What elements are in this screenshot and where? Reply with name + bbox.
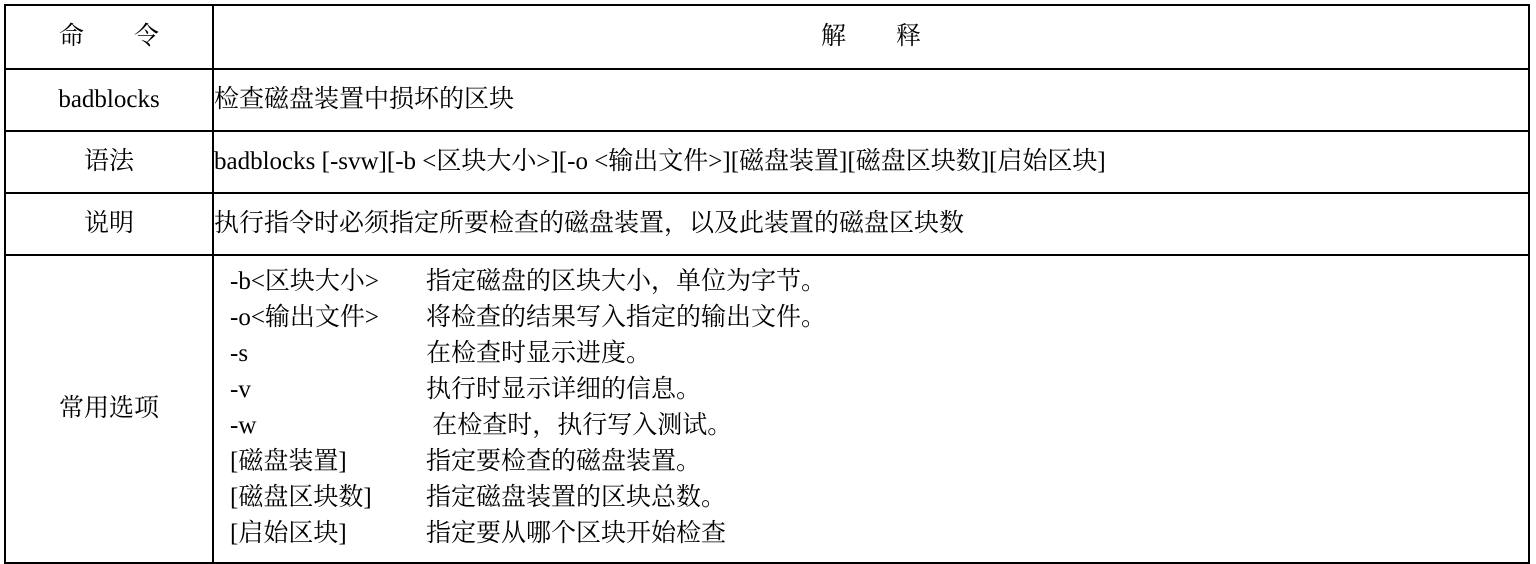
row-value-explanation: 执行指令时必须指定所要检查的磁盘装置，以及此装置的磁盘区块数 (213, 193, 1529, 255)
list-item (230, 264, 1528, 300)
table-row (5, 131, 1529, 193)
option-desc: 指定要从哪个区块开始检查 (426, 520, 727, 547)
row-value-options (213, 255, 1529, 563)
row-label-explanation: 说明 (5, 193, 213, 255)
option-key: -s (230, 340, 249, 367)
list-item (230, 480, 1528, 516)
option-desc: 在检查时，执行写入测试。 (426, 412, 733, 439)
list-item (230, 336, 1528, 372)
header-cell-command: 命 令 (5, 5, 213, 69)
option-key: -v (230, 376, 251, 403)
command-reference-table (4, 4, 1530, 564)
list-item (230, 300, 1528, 336)
table-row (5, 193, 1529, 255)
option-desc: 在检查时显示进度。 (426, 340, 652, 367)
option-key: -w (230, 412, 257, 439)
option-desc: 指定磁盘装置的区块总数。 (426, 484, 727, 511)
option-key: -b<区块大小> (230, 268, 380, 295)
row-label-options: 常用选项 (5, 255, 213, 563)
options-list (214, 256, 1528, 562)
list-item (230, 408, 1528, 444)
list-item (230, 444, 1528, 480)
row-label-command-name: badblocks (5, 69, 213, 131)
table-row-options (5, 255, 1529, 563)
table-header-row (5, 5, 1529, 69)
option-desc: 指定要检查的磁盘装置。 (426, 448, 702, 475)
option-key: -o<输出文件> (230, 304, 380, 331)
row-value-command-name: 检查磁盘装置中损坏的区块 (213, 69, 1529, 131)
option-key: [启始区块] (230, 520, 347, 547)
row-label-syntax: 语法 (5, 131, 213, 193)
row-value-syntax: badblocks [-svw][-b <区块大小>][-o <输出文件>][磁盘装置][磁盘区块数][启始区块] (213, 131, 1529, 193)
option-desc: 执行时显示详细的信息。 (426, 376, 702, 403)
table-row (5, 69, 1529, 131)
option-desc: 指定磁盘的区块大小，单位为字节。 (426, 268, 827, 295)
option-desc: 将检查的结果写入指定的输出文件。 (426, 304, 827, 331)
option-key: [磁盘区块数] (230, 484, 372, 511)
list-item (230, 516, 1528, 552)
header-cell-description: 解 释 (213, 5, 1529, 69)
list-item (230, 372, 1528, 408)
option-key: [磁盘装置] (230, 448, 347, 475)
